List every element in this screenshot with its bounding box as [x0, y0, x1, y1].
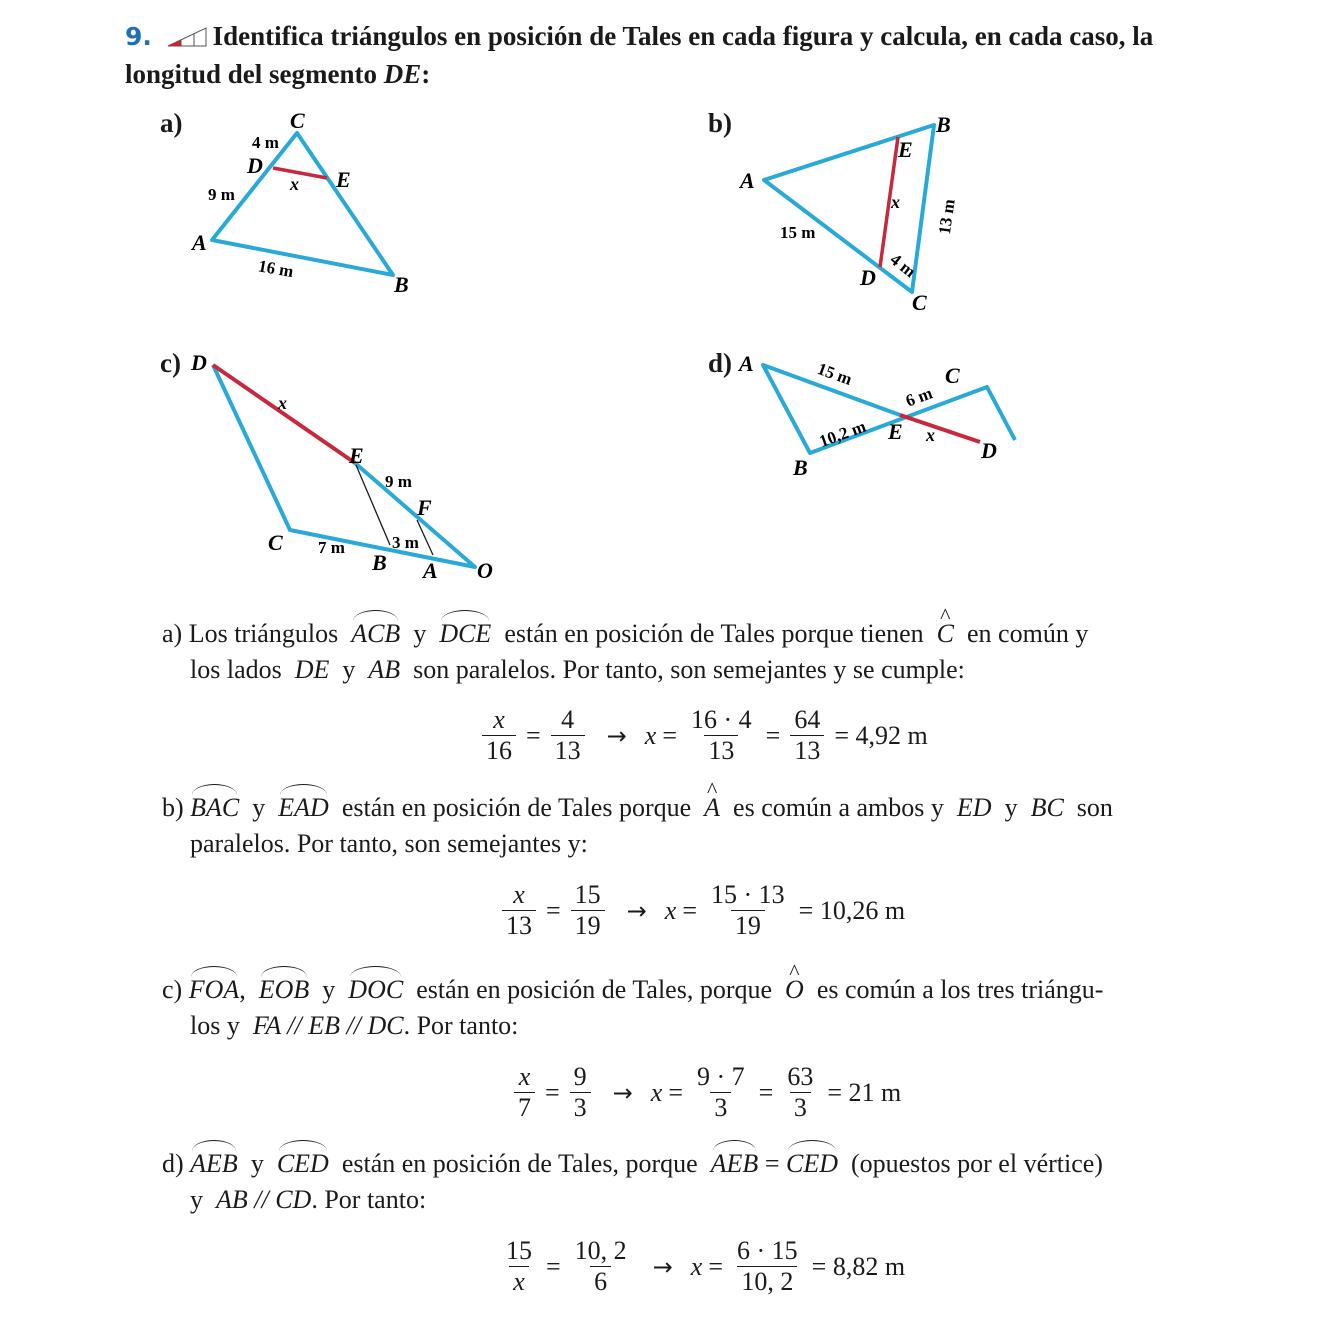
triangle-eob-notation: EOB [259, 972, 310, 1008]
angle-ced-notation: CED [786, 1146, 838, 1182]
triangle-acb-notation: ACB [351, 616, 400, 652]
arrow-icon: → [606, 721, 627, 750]
title-segment: DE [383, 59, 422, 89]
point-d: D [981, 438, 997, 463]
length-ba: 3 m [392, 533, 419, 552]
angle-aeb-notation: AEB [711, 1146, 759, 1182]
length-ec: 6 m [903, 383, 935, 411]
equation-a: $\frac{x}{16}$ = $\frac{4}{13}$ → x = $\frac{16 \cdot 4}{13}$ = $\frac{64}{13}$ = 4,92 m [478, 705, 934, 766]
triangle-foa-notation: FOA [189, 972, 240, 1008]
figure-b-label: b) [708, 108, 733, 138]
solution-c-text: c) FOA, EOB y DOC están en posición de Tales, porque ^ O es común a los tres triángu- los y FA // EB // DC. Por tanto: [162, 972, 1262, 1044]
result-d: = 8,82 m [811, 1251, 906, 1281]
solution-a-text: a) Los triángulos ACB y DCE están en posición de Tales porque tienen ^ C en común y los lados DE y AB son paralelos. Por tanto, son semejantes y se cumple: [162, 616, 1262, 688]
length-dc: 4 m [886, 249, 920, 282]
point-d: D [860, 265, 876, 290]
angle-o-notation: ^ O [785, 972, 804, 1008]
length-ed: x [926, 425, 935, 445]
point-b: B [793, 455, 808, 480]
angle-c-notation: ^ C [937, 616, 954, 652]
triangle-bac-notation: BAC [190, 790, 239, 826]
difficulty-bars-icon [167, 20, 207, 56]
figure-b [730, 105, 990, 320]
figure-a [190, 105, 430, 305]
solution-b-text: b) BAC y EAD están en posición de Tales porque ^ A es común a ambos y ED y BC son paralelos. Por tanto, son semejantes y: [162, 790, 1262, 862]
arrow-icon: → [652, 1252, 673, 1281]
point-e: E [349, 443, 364, 468]
exercise-title [125, 18, 1265, 92]
segment-do-blue [213, 365, 475, 567]
point-o: O [477, 558, 493, 583]
segment-de [273, 168, 327, 178]
triangle-ced-notation: CED [277, 1146, 329, 1182]
length-ad: 15 m [780, 223, 816, 242]
triangle-doc-notation: DOC [348, 972, 403, 1008]
length-cb: 7 m [318, 538, 345, 557]
point-b: B [936, 112, 951, 137]
figure-c [185, 345, 515, 590]
point-d: D [247, 153, 263, 178]
figure-c-label: c) [160, 348, 181, 378]
point-a: A [740, 168, 755, 193]
point-d: D [191, 350, 207, 375]
triangle-dce-notation: DCE [439, 616, 491, 652]
length-ae: 15 m [814, 359, 855, 390]
point-e: E [888, 419, 903, 444]
equation-b: $\frac{x}{13}$ = $\frac{15}{19}$ → x = $\frac{15 \cdot 13}{19}$ = 10,26 m [498, 880, 911, 941]
triangle-aeb-notation: AEB [190, 1146, 238, 1182]
figure-d-label: d) [708, 348, 733, 378]
point-a: A [739, 351, 754, 376]
point-b: B [372, 550, 387, 575]
length-de: x [290, 174, 299, 194]
point-e: E [336, 167, 351, 192]
length-ef: 9 m [385, 472, 412, 491]
length-da: 9 m [208, 185, 235, 204]
segment-ed [900, 415, 980, 442]
triangle-acb [212, 133, 393, 275]
length-be: 10,2 m [816, 416, 869, 452]
length-cd: 4 m [252, 133, 279, 152]
point-e: E [898, 137, 913, 162]
point-c: C [268, 530, 283, 555]
point-f: F [417, 495, 432, 520]
length-ed: x [891, 192, 900, 212]
solution-d-text: d) AEB y CED están en posición de Tales, porque AEB = CED (opuestos por el vértice) y AB // CD. Por tanto: [162, 1146, 1262, 1218]
point-c: C [912, 290, 927, 315]
point-a: A [192, 230, 207, 255]
length-ab: 16 m [256, 256, 295, 282]
point-b: B [394, 272, 409, 297]
result-c: = 21 m [827, 1077, 902, 1107]
angle-a-notation: ^ A [704, 790, 720, 826]
arrow-icon: → [612, 1078, 633, 1107]
equation-d: $\frac{15}{x}$ = $\frac{10, 2}{6}$ → x = $\frac{6 \cdot 15}{10, 2}$ = 8,82 m [506, 1236, 906, 1296]
result-b: = 10,26 m [798, 895, 906, 925]
point-c: C [945, 363, 960, 388]
figure-a-label: a) [160, 108, 183, 138]
result-a: = 4,92 m [834, 720, 928, 750]
point-a: A [423, 558, 438, 583]
exercise-number: 9. [125, 22, 152, 51]
triangle-ead-notation: EAD [278, 790, 329, 826]
equation-c: $\frac{x}{7}$ = $\frac{9}{3}$ → x = $\frac{9 \cdot 7}{3}$ = $\frac{63}{3}$ = 21 m [510, 1062, 907, 1123]
title-line-2: longitud del segmento DE: [125, 59, 431, 89]
point-c: C [290, 108, 305, 133]
length-de: x [278, 393, 287, 413]
arrow-icon: → [626, 896, 647, 925]
title-line-1: Identifica triángulos en posición de Tales en cada figura y calcula, en cada caso, la [212, 21, 1154, 51]
length-bc: 13 m [934, 197, 959, 236]
figure-d [735, 345, 1035, 485]
